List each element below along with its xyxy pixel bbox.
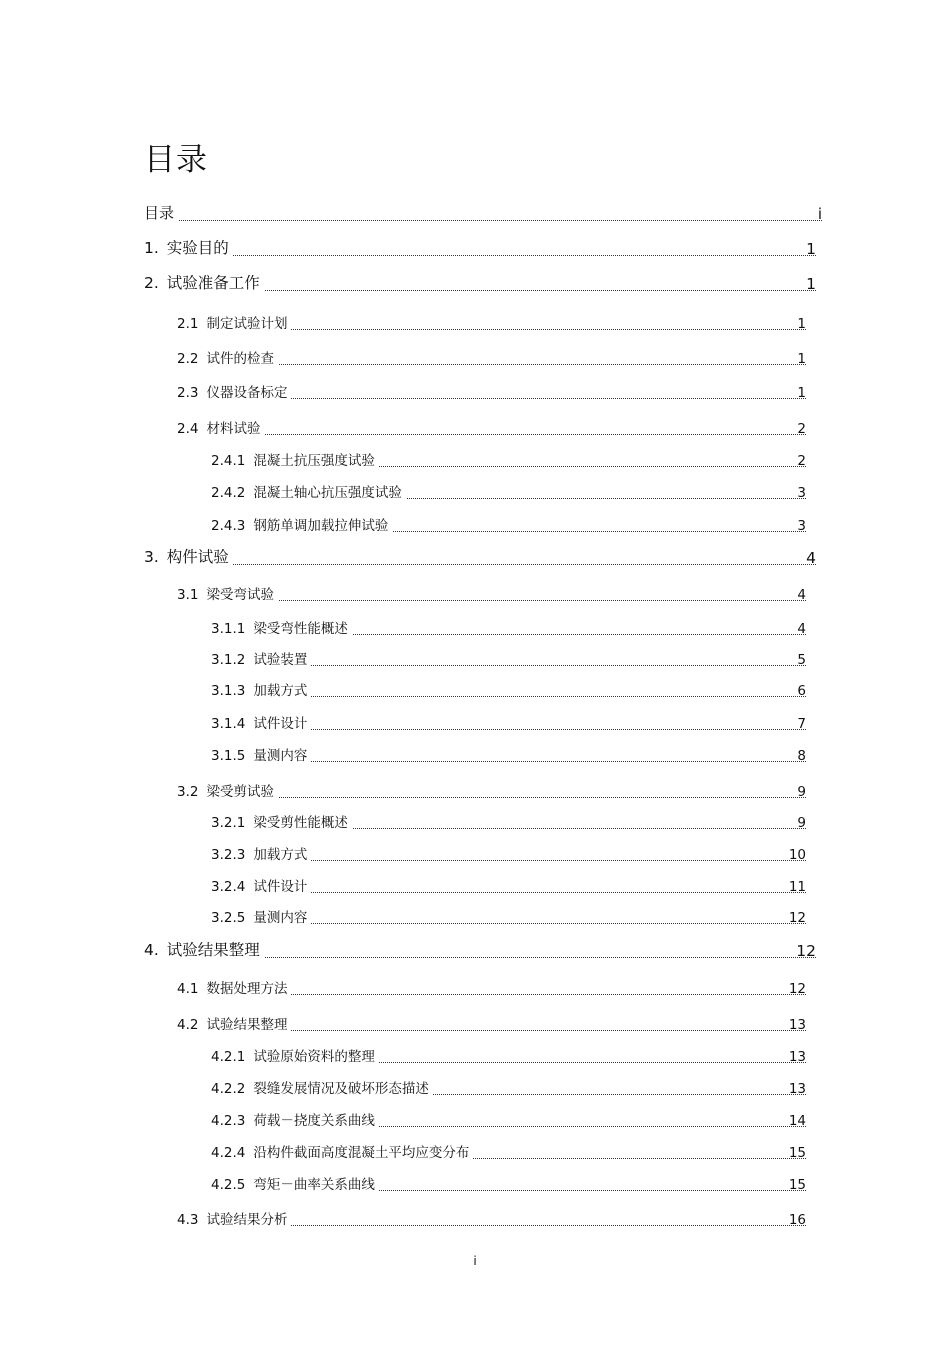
toc-entry-label [211, 1077, 433, 1097]
toc-entry-title: 裂缝发展情况及破坏形态描述 [253, 1081, 429, 1097]
toc-entry-title: 梁受弯试验 [206, 587, 274, 603]
toc-entry-number: 3.1.5 [211, 748, 246, 764]
toc-entry-page: i [817, 205, 822, 223]
toc-entry-title: 试验结果分析 [206, 1212, 288, 1228]
toc-entry-label [211, 1045, 379, 1065]
toc-entry-page: 13 [788, 1081, 806, 1097]
toc-entry[interactable] [211, 1141, 806, 1163]
toc-entry-label [144, 271, 264, 293]
toc-entry-page: 12 [796, 942, 816, 960]
toc-entry-page: 2 [797, 453, 806, 469]
toc-entry[interactable] [211, 843, 806, 865]
toc-entry-page: 2 [797, 421, 806, 437]
toc-entry-page: 4 [797, 621, 806, 637]
toc-entry[interactable] [144, 940, 816, 962]
toc-entry[interactable] [177, 977, 806, 999]
toc-entry-label [144, 236, 233, 258]
toc-entry[interactable] [177, 1013, 806, 1035]
toc-entry-label [177, 381, 291, 401]
toc-entry[interactable] [177, 312, 806, 334]
toc-entry-page: 11 [788, 879, 806, 895]
toc-entry-label [211, 875, 311, 895]
toc-entry[interactable] [177, 780, 806, 802]
toc-entry[interactable] [177, 381, 806, 403]
toc-entry-title: 梁受弯性能概述 [253, 621, 348, 637]
toc-entry-title: 试验装置 [253, 652, 308, 668]
toc-dot-leader [177, 434, 806, 435]
toc-entry-page: 12 [788, 910, 806, 926]
toc-entry-title: 沿构件截面高度混凝土平均应变分布 [253, 1145, 470, 1161]
toc-entry-label [177, 1208, 291, 1228]
toc-entry-title: 钢筋单调加载拉伸试验 [253, 518, 389, 534]
toc-entry-number: 2.1 [177, 316, 199, 332]
toc-entry[interactable] [211, 1109, 806, 1131]
toc-entry-number: 3.1 [177, 587, 199, 603]
toc-entry-label [211, 481, 406, 501]
toc-entry-number: 4.2.5 [211, 1177, 246, 1193]
toc-entry-label [211, 1173, 379, 1193]
toc-entry-label [177, 583, 278, 603]
toc-entry-title: 弯矩－曲率关系曲线 [253, 1177, 375, 1193]
page-title: 目录 [144, 142, 208, 178]
toc-entry[interactable] [211, 811, 806, 833]
toc-entry-title: 试验准备工作 [166, 274, 260, 292]
toc-entry-number: 4. [144, 941, 159, 959]
toc-entry-number: 2.2 [177, 351, 199, 367]
toc-entry-number: 4.2.3 [211, 1113, 246, 1129]
toc-entry[interactable] [211, 875, 806, 897]
toc-entry-page: 12 [788, 981, 806, 997]
toc-entry-title: 数据处理方法 [206, 981, 288, 997]
toc-entry-title: 加载方式 [253, 847, 308, 863]
toc-entry[interactable] [211, 1173, 806, 1195]
toc-entry-label [177, 780, 278, 800]
toc-entry-label [211, 744, 311, 764]
toc-entry-number: 3.2.4 [211, 879, 246, 895]
toc-entry-label [211, 617, 352, 637]
toc-entry-page: 16 [788, 1212, 806, 1228]
toc-entry-title: 加载方式 [253, 683, 308, 699]
toc-entry-number: 2.4.3 [211, 518, 246, 534]
toc-entry-page: 3 [797, 518, 806, 534]
toc-entry-title: 目录 [144, 204, 175, 222]
toc-entry-label [144, 938, 264, 960]
toc-entry-number: 3.2.1 [211, 815, 246, 831]
toc-entry-number: 4.3 [177, 1212, 199, 1228]
toc-entry-label [211, 843, 311, 863]
toc-dot-leader [144, 255, 816, 256]
toc-entry-label [211, 514, 392, 534]
toc-entry[interactable] [211, 648, 806, 670]
toc-entry-label [144, 545, 233, 567]
toc-entry-page: 1 [797, 385, 806, 401]
toc-entry[interactable] [211, 1045, 806, 1067]
toc-entry-label [211, 1109, 379, 1129]
toc-dot-leader [144, 564, 816, 565]
toc-entry[interactable] [211, 906, 806, 928]
toc-entry-page: 15 [788, 1177, 806, 1193]
toc-entry-number: 3.2.5 [211, 910, 246, 926]
toc-entry-title: 试验结果整理 [206, 1017, 288, 1033]
toc-entry[interactable] [177, 347, 806, 369]
toc-entry-number: 3.2 [177, 784, 199, 800]
toc-entry[interactable] [211, 514, 806, 536]
toc-entry-number: 2.3 [177, 385, 199, 401]
toc-entry-title: 试验结果整理 [166, 941, 260, 959]
toc-entry-page: 5 [797, 652, 806, 668]
toc-entry-page: 8 [797, 748, 806, 764]
toc-entry[interactable] [177, 583, 806, 605]
toc-entry-label [211, 648, 311, 668]
toc-entry-title: 试件的检查 [206, 351, 274, 367]
toc-entry-number: 3.1.3 [211, 683, 246, 699]
toc-entry[interactable] [144, 203, 822, 225]
toc-entry-number: 4.2.1 [211, 1049, 246, 1065]
toc-entry-number: 1. [144, 239, 159, 257]
toc-entry[interactable] [211, 617, 806, 639]
toc-entry-number: 2.4.2 [211, 485, 246, 501]
toc-entry-number: 3.1.1 [211, 621, 246, 637]
toc-entry-page: 9 [797, 784, 806, 800]
toc-entry-number: 3.1.4 [211, 716, 246, 732]
toc-entry-page: 9 [797, 815, 806, 831]
toc-entry-number: 4.1 [177, 981, 199, 997]
toc-entry-page: 3 [797, 485, 806, 501]
toc-entry-page: 7 [797, 716, 806, 732]
toc-entry-title: 构件试验 [166, 548, 229, 566]
toc-entry-title: 实验目的 [166, 239, 229, 257]
toc-entry-title: 试验原始资料的整理 [253, 1049, 375, 1065]
toc-entry-title: 试件设计 [253, 879, 308, 895]
toc-entry-label [211, 679, 311, 699]
toc-entry-page: 15 [788, 1145, 806, 1161]
toc-entry-title: 量测内容 [253, 910, 308, 926]
toc-entry-page: 1 [797, 316, 806, 332]
toc-entry[interactable] [211, 744, 806, 766]
toc-entry-title: 试件设计 [253, 716, 308, 732]
toc-entry[interactable] [177, 1208, 806, 1230]
toc-entry-number: 2.4 [177, 421, 199, 437]
toc-entry[interactable] [177, 417, 806, 439]
toc-entry-label [211, 906, 311, 926]
toc-entry[interactable] [144, 547, 816, 569]
toc-entry-title: 混凝土抗压强度试验 [253, 453, 375, 469]
toc-entry[interactable] [211, 712, 806, 734]
toc-entry-title: 材料试验 [206, 421, 261, 437]
footer-page-number: i [473, 1254, 477, 1268]
toc-entry[interactable] [144, 238, 816, 260]
toc-entry[interactable] [144, 273, 816, 295]
toc-entry-page: 13 [788, 1017, 806, 1033]
toc-entry-number: 2.4.1 [211, 453, 246, 469]
toc-entry-title: 量测内容 [253, 748, 308, 764]
toc-entry-page: 14 [788, 1113, 806, 1129]
toc-entry-number: 3.2.3 [211, 847, 246, 863]
toc-entry-page: 1 [797, 351, 806, 367]
toc-entry-label [177, 977, 291, 997]
toc-entry-label [177, 312, 291, 332]
toc-entry-label [211, 1141, 473, 1161]
toc-entry-number: 4.2 [177, 1017, 199, 1033]
toc-entry-label [211, 712, 311, 732]
toc-entry-page: 1 [806, 275, 816, 293]
toc-entry[interactable] [211, 679, 806, 701]
toc-entry-title: 梁受剪性能概述 [253, 815, 348, 831]
toc-entry-label [177, 417, 264, 437]
toc-entry-label [211, 811, 352, 831]
toc-dot-leader [144, 220, 822, 221]
toc-entry-number: 2. [144, 274, 159, 292]
toc-entry-label [144, 202, 178, 223]
toc-entry-title: 混凝土轴心抗压强度试验 [253, 485, 402, 501]
toc-entry-title: 梁受剪试验 [206, 784, 274, 800]
toc-entry-label [177, 1013, 291, 1033]
toc-entry-title: 荷载－挠度关系曲线 [253, 1113, 375, 1129]
toc-entry[interactable] [211, 481, 806, 503]
toc-entry-number: 3. [144, 548, 159, 566]
toc-entry[interactable] [211, 449, 806, 471]
toc-entry-page: 1 [806, 240, 816, 258]
toc-entry-page: 6 [797, 683, 806, 699]
toc-entry-title: 制定试验计划 [206, 316, 288, 332]
toc-entry-page: 13 [788, 1049, 806, 1065]
toc-entry-title: 仪器设备标定 [206, 385, 288, 401]
toc-entry-page: 4 [797, 587, 806, 603]
toc-entry-label [177, 347, 278, 367]
toc-entry-number: 3.1.2 [211, 652, 246, 668]
toc-entry[interactable] [211, 1077, 806, 1099]
toc-entry-number: 4.2.4 [211, 1145, 246, 1161]
toc-entry-number: 4.2.2 [211, 1081, 246, 1097]
toc-entry-page: 4 [806, 549, 816, 567]
toc-entry-label [211, 449, 379, 469]
toc-entry-page: 10 [788, 847, 806, 863]
